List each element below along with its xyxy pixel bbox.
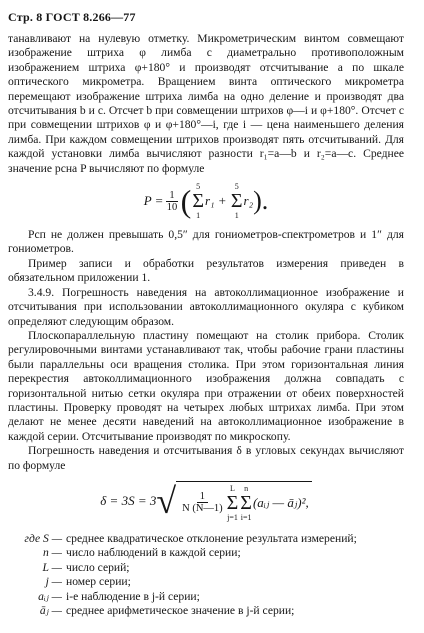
definition-item: [8, 532, 404, 546]
sigma-icon: Σ: [240, 491, 252, 514]
paragraph-3: Пример записи и обработки результатов измерения приведен в обязательном приложении 1.: [8, 256, 404, 285]
open-paren: (: [180, 183, 192, 220]
definition-text: среднее квадратическое отклонение результата измерений;: [66, 531, 357, 545]
paragraph-5: Плоскопараллельную пластину помещают на столик прибора. Столик регулировочными винтами устанавливают так, чтобы рабочие грани пластины были параллельны оси вращения столика. При этом горизонтальная линия перекрестия автоколлимационного изображения должна совпадать с горизонтальной нитью сетки окуляра при отражении от обеих поверхностей пластины. Проверку проводят на четырех любых штрихах лимба. При этом делают не менее десяти наведений на автоколлимационное изображение в каждой серии. Отсчитывание производят по микроскопу.: [8, 328, 404, 443]
sum-upper-limit: 5: [196, 182, 201, 192]
formula-lhs: δ = 3S = 3: [100, 493, 157, 509]
formula-mean-run: [8, 182, 404, 220]
definition-item: [8, 546, 404, 560]
definition-item: [8, 590, 404, 604]
formula-error: [8, 481, 404, 522]
paragraph-6: Погрешность наведения и отсчитывания δ в угловых секундах вычисляют по формуле: [8, 444, 404, 472]
sigma-icon: Σ: [192, 190, 204, 213]
sum-upper-limit: L: [230, 483, 235, 493]
formula-lhs: P =: [143, 192, 164, 208]
definition-text: число наблюдений в каждой серии;: [66, 546, 241, 560]
close-paren: ).: [253, 186, 269, 216]
sum-lower-limit: 1: [196, 211, 201, 221]
sum-lower-limit: 1: [234, 211, 239, 221]
radical-icon: √: [156, 481, 177, 522]
plus-sign: +: [218, 192, 226, 208]
sum-j: [227, 484, 239, 522]
fraction-numerator: 1: [197, 491, 208, 503]
sum-2: [231, 182, 243, 220]
definition-symbol: aᵢⱼ —: [38, 589, 62, 603]
definition-text: среднее арифметическое значение в j-й серии;: [66, 604, 295, 617]
square-root: [156, 481, 311, 522]
definition-text: число серий;: [66, 560, 130, 574]
formula-fraction: [166, 190, 177, 213]
sigma-icon: Σ: [226, 491, 239, 514]
sigma-icon: Σ: [230, 190, 243, 213]
term-r2: r₂: [243, 192, 254, 208]
definition-symbol: j —: [45, 575, 62, 589]
sum-upper-limit: 5: [234, 182, 239, 192]
sum-upper-limit: n: [244, 483, 249, 493]
formula-term: (aᵢⱼ — āⱼ)²,: [252, 494, 309, 510]
radicand: [176, 481, 312, 522]
definition-item: [8, 604, 404, 618]
sum-1: [192, 182, 204, 220]
definition-symbol: L —: [42, 560, 62, 574]
sum-i: [240, 484, 252, 522]
term-r1: r₁: [204, 192, 215, 208]
formula-fraction: [182, 491, 223, 514]
paragraph-4: 3.4.9. Погрешность наведения на автоколлимационное изображение и отсчитывания при использовании автоколлимационного окуляра с кубиком определяют следующим образом.: [8, 285, 404, 328]
sum-lower-limit: i=1: [240, 512, 252, 522]
definition-item: [8, 561, 404, 575]
fraction-numerator: 1: [166, 190, 177, 202]
fraction-denominator: N (N—1): [182, 503, 223, 515]
document-body: [8, 32, 404, 618]
fraction-denominator: 10: [166, 201, 178, 213]
paragraph-2: Pcп не должен превышать 0,5″ для гониометров-спектрометров и 1″ для гониометров.: [8, 228, 404, 256]
definition-symbol: где S —: [24, 531, 62, 545]
sum-lower-limit: j=1: [227, 512, 238, 522]
definitions-list: [8, 532, 404, 618]
definition-symbol: n —: [42, 546, 62, 560]
definition-text: номер серии;: [66, 575, 131, 589]
page-header: Стр. 8 ГОСТ 8.266—77: [8, 10, 136, 24]
definition-symbol: āⱼ —: [39, 604, 62, 617]
paragraph-1: танавливают на нулевую отметку. Микрометрическим винтом совмещают изображение штриха φ лимба с диаметрально противоположным изображением штриха φ+180° и производят отсчитывание a по шкале оптического микрометра. Вращением винта оптического микрометра перемещают изображение штриха лимба на одно деление и производят два отсчитывания b и c. Отсчет b при совмещении штрихов φ—i и φ+180°. Отсчет c при совмещении штрихов φ и φ+180°—i, где i — цена наименьшего деления лимба. При каждом совмещении штрихов производят пять отсчитываний. Для каждой установки лимба вычисляют разности r₁=a—b и r₂=a—c. Среднее значение рсна P вычисляют по формуле: [8, 32, 404, 175]
definition-text: i-е наблюдение в j-й серии;: [66, 589, 200, 603]
definition-item: [8, 575, 404, 589]
